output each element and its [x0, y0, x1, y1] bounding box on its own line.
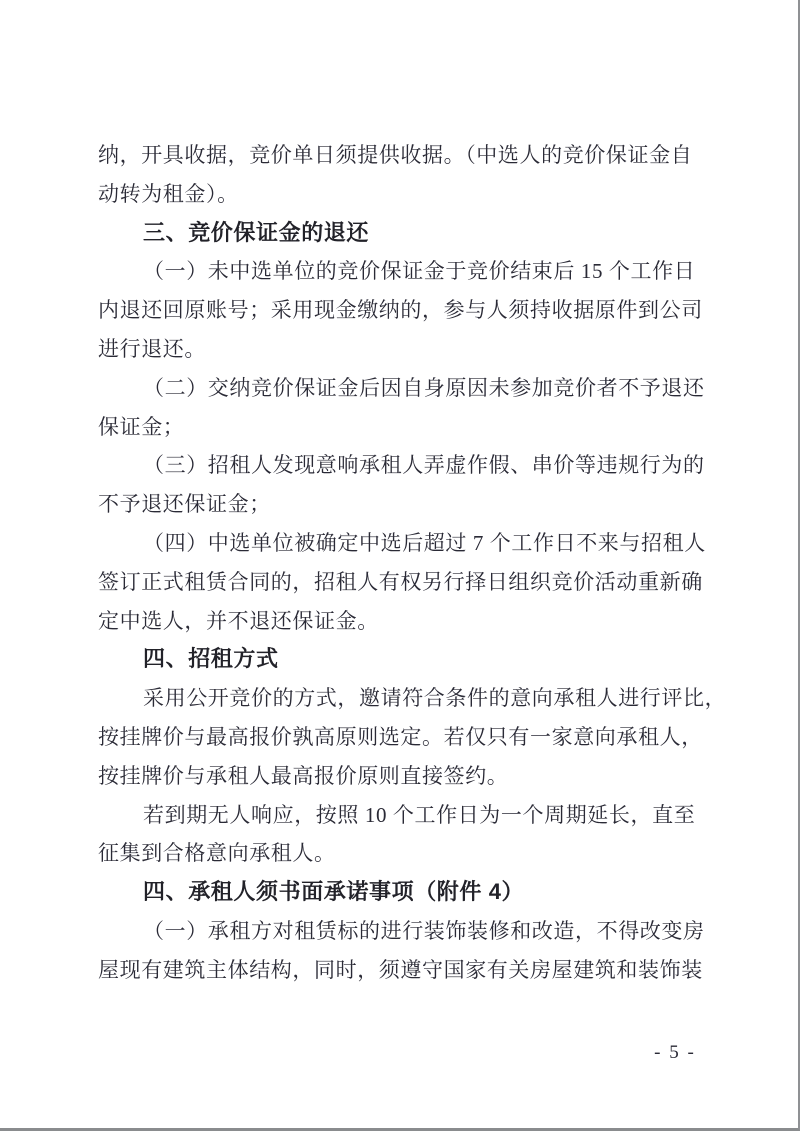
text-line: 不予退还保证金； — [98, 492, 271, 517]
text-line: （二）交纳竞价保证金后因自身原因未参加竞价者不予退还 — [143, 375, 705, 400]
text-line: 内退还回原账号；采用现金缴纳的，参与人须持收据原件到公司 — [98, 298, 703, 323]
paragraph-refund-item-2 — [98, 369, 716, 447]
section-heading-leasing-method: 四、招租方式 — [143, 646, 279, 672]
paragraph-refund-item-3 — [98, 446, 716, 524]
text-line: 按挂牌价与最高报价孰高原则选定。若仅只有一家意向承租人， — [98, 724, 703, 749]
section-heading-tenant-commitments: 四、承租人须书面承诺事项（附件 4） — [143, 879, 525, 905]
text-line: （一）承租方对租赁标的进行装饰装修和改造，不得改变房 — [143, 918, 705, 943]
text-line: 定中选人，并不退还保证金。 — [98, 608, 379, 633]
text-line: 按挂牌价与承租人最高报价原则直接签约。 — [98, 763, 509, 788]
paragraph-continuation — [98, 136, 716, 214]
text-line: 纳，开具收据，竞价单日须提供收据。（中选人的竞价保证金自 — [98, 143, 693, 167]
text-line: 进行退还。 — [98, 336, 206, 361]
paragraph-leasing-method-2 — [98, 796, 716, 874]
text-line: （一）未中选单位的竞价保证金于竞价结束后 15 个工作日 — [143, 259, 696, 284]
text-line: 签订正式租赁合同的，招租人有权另行择日组织竞价活动重新确 — [98, 569, 703, 594]
page-number: - 5 - — [654, 1042, 696, 1063]
text-line: 保证金； — [98, 414, 185, 439]
paragraph-leasing-method-1 — [98, 679, 727, 795]
page-content — [98, 136, 727, 990]
text-line: 屋现有建筑主体结构，同时，须遵守国家有关房屋建筑和装饰装 — [98, 957, 703, 982]
text-line: （三）招租人发现意响承租人弄虚作假、串价等违规行为的 — [143, 453, 705, 478]
text-line: 征集到合格意向承租人。 — [98, 841, 336, 866]
paragraph-refund-item-1 — [98, 252, 716, 368]
paragraph-refund-item-4 — [98, 524, 716, 640]
text-line: 若到期无人响应，按照 10 个工作日为一个周期延长，直至 — [143, 802, 696, 827]
text-line: 采用公开竞价的方式，邀请符合条件的意向承租人进行评比， — [143, 686, 727, 711]
paragraph-tenant-commitment-1 — [98, 912, 716, 990]
text-line: （四）中选单位被确定中选后超过 7 个工作日不来与招租人 — [143, 530, 706, 555]
text-line: 动转为租金）。 — [98, 181, 239, 206]
section-heading-deposit-refund: 三、竞价保证金的退还 — [143, 219, 370, 245]
